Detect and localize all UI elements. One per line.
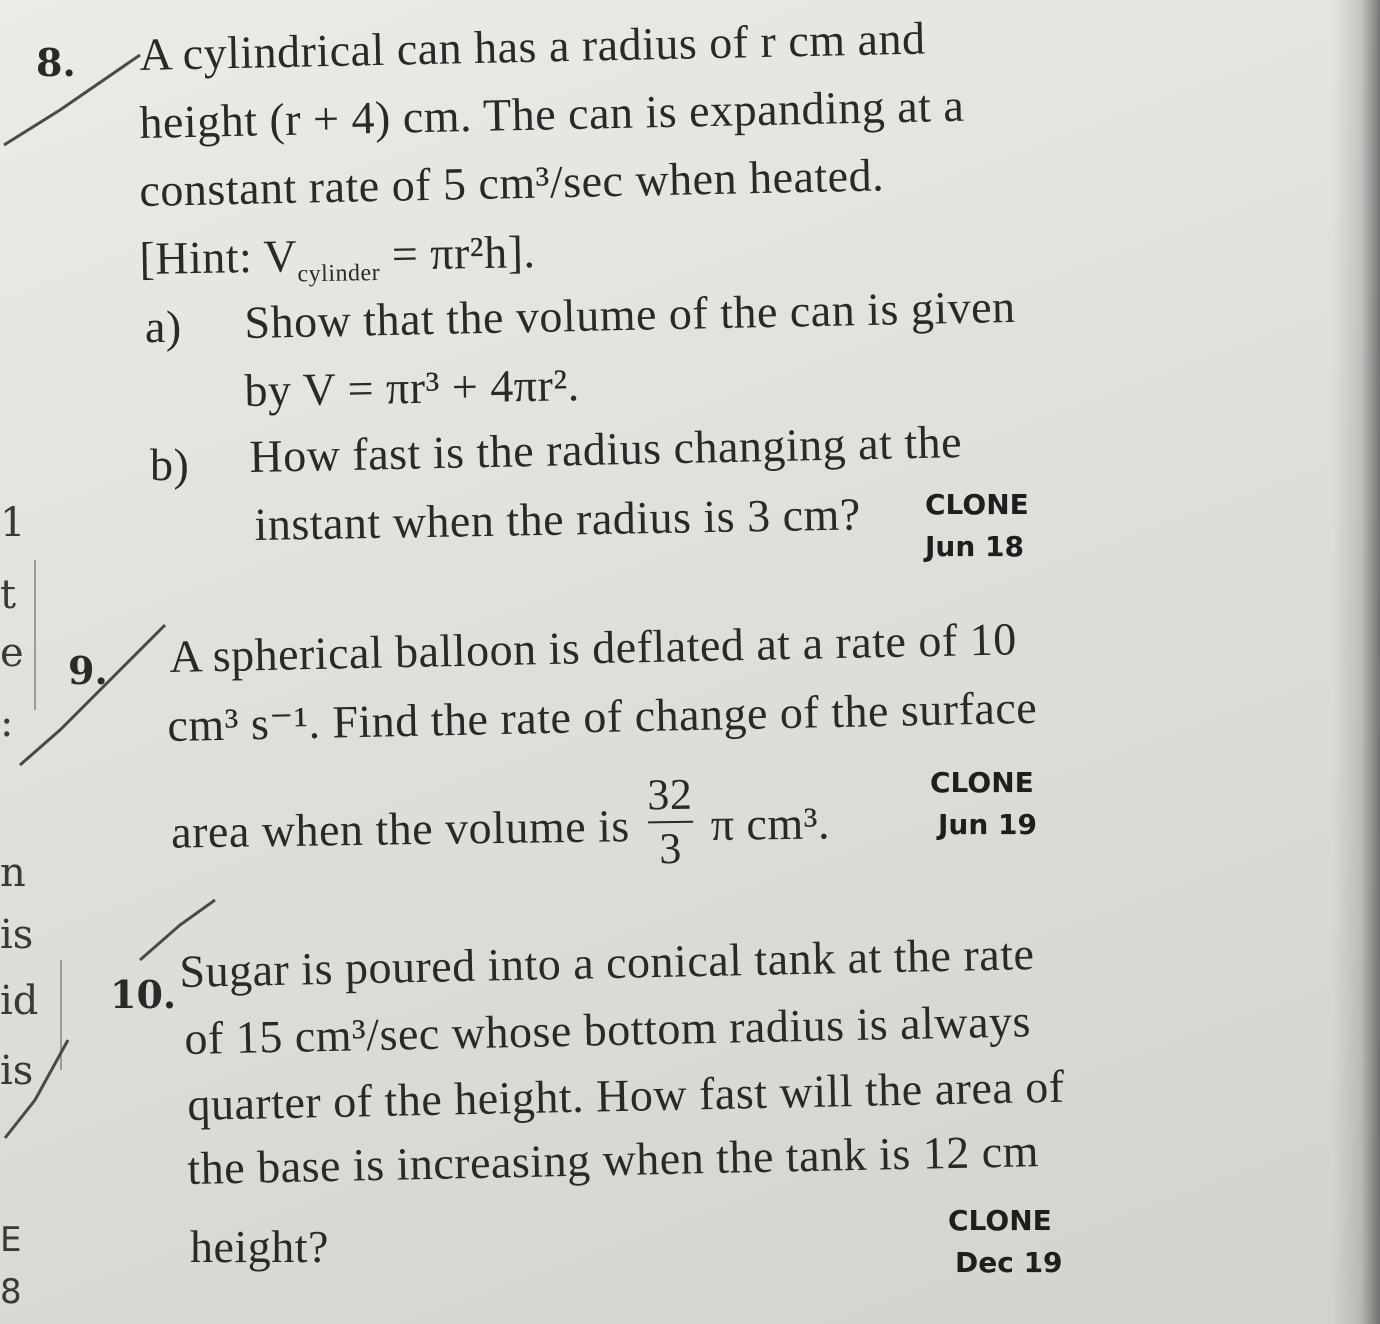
margin-fragment: is — [0, 912, 34, 958]
margin-fragment: t — [0, 572, 17, 618]
margin-fragment: e — [0, 630, 24, 676]
question-text-line: height (r + 4) cm. The can is expanding at a — [138, 79, 965, 149]
question-text-line: constant rate of 5 cm³/sec when heated. — [138, 149, 885, 217]
question-text-line: height? — [190, 1221, 329, 1272]
question-text-line: of 15 cm³/sec whose bottom radius is always — [183, 995, 1032, 1065]
clone-tag: CLONE — [925, 488, 1029, 521]
margin-fragment: 8 — [0, 1272, 22, 1312]
hint-prefix: [Hint: V — [138, 230, 298, 285]
part-label: a) — [145, 301, 182, 352]
clone-tag: CLONE — [948, 1204, 1052, 1237]
question-text-line — [170, 769, 831, 888]
question-text-line: Sugar is poured into a conical tank at the rate — [178, 928, 1035, 998]
question-text-line: the base is increasing when the tank is 12 cm — [186, 1125, 1040, 1195]
margin-fragment: id — [0, 978, 39, 1024]
question-number: 9. — [68, 648, 108, 693]
tag-date: Jun 18 — [925, 530, 1024, 563]
question-number: 10. — [110, 972, 177, 1017]
question-text-line: by V = πr³ + 4πr². — [244, 359, 581, 417]
question-text-line: cm³ s⁻¹. Find the rate of change of the surface — [166, 681, 1038, 752]
hint-formula: = πr²h]. — [379, 226, 536, 280]
hint-subscript: cylinder — [297, 259, 381, 288]
volume-fraction — [647, 771, 693, 874]
volume-text: area when the volume is — [170, 800, 631, 858]
margin-fragment: n — [0, 850, 26, 896]
volume-units: π cm³. — [710, 797, 831, 851]
clone-tag: CLONE — [930, 766, 1034, 799]
margin-fragment: 1 — [0, 500, 26, 546]
question-number: 8. — [36, 40, 76, 85]
fraction-numerator: 32 — [646, 769, 693, 820]
tag-date: Dec 19 — [955, 1246, 1063, 1279]
question-text-line: How fast is the radius changing at the — [248, 416, 963, 483]
question-text-line: A cylindrical can has a radius of r cm and — [138, 12, 926, 81]
question-text-line: A spherical balloon is deflated at a rate of 10 — [168, 613, 1018, 683]
margin-fragment: E — [0, 1220, 22, 1260]
question-text-line: quarter of the height. How fast will the area of — [186, 1060, 1066, 1131]
fraction-bar — [648, 821, 693, 824]
fraction-denominator: 3 — [658, 823, 683, 874]
margin-fragment: : — [0, 700, 14, 746]
question-text-line: instant when the radius is 3 cm? — [254, 488, 862, 551]
tag-date: Jun 19 — [938, 808, 1037, 841]
margin-fragment: is — [0, 1048, 34, 1094]
question-text-line: Show that the volume of the can is given — [243, 280, 1016, 349]
hint-line — [139, 225, 536, 291]
part-label: b) — [150, 439, 190, 490]
